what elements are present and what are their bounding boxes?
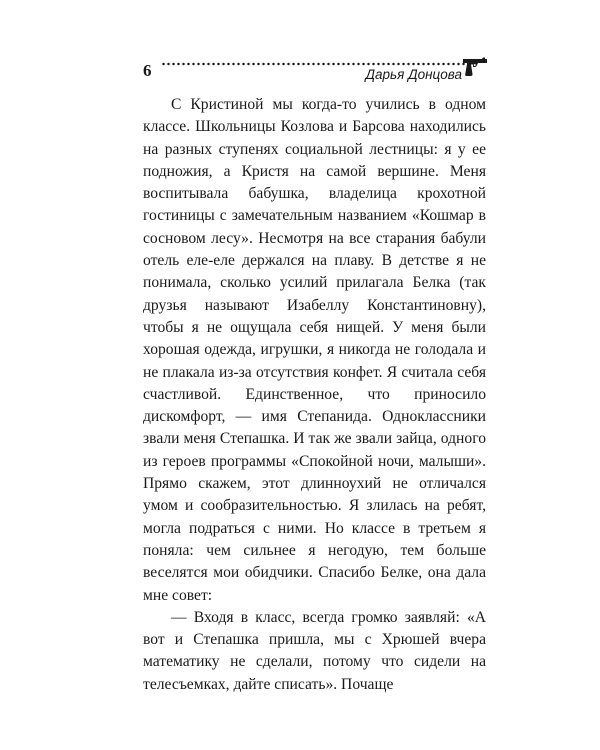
running-header [143, 58, 488, 82]
dotted-leader [161, 62, 466, 66]
running-head-author: Дарья Донцова [365, 67, 462, 82]
body-text [143, 94, 486, 696]
pistol-icon [462, 57, 488, 77]
paragraph: — Входя в класс, всегда громко заявляй: «А вот и Степашка пришла, мы с Хрюшей вчера математику не сделали, потому что сидели на телесъемках, дайте списать». Почаще [143, 608, 486, 693]
page-number: 6 [143, 61, 152, 80]
paragraph: С Кристиной мы когда-то учились в одном классе. Школьницы Козлова и Барсова находились на разных ступенях социальной лестницы: я у ее подножия, а Кристя на самой вершине. Меня воспитывала бабушка, владелица крохотной гостиницы с замечательным названием «Кошмар в сосновом лесу». Несмотря на все старания бабули отель еле-еле держался на плаву. В детстве я не понимала, сколько усилий прилагала Белка (так друзья называют Изабеллу Константиновну), чтобы я не ощущала себя нищей. У меня были хорошая одежда, игрушки, я никогда не голодала и не плакала из-за отсутствия конфет. Я считала себя счастливой. Единственное, что приносило дискомфорт, — имя Степанида. Одноклассники звали меня Степашка. И так же звали зайца, одного из героев программы «Спокойной ночи, малыши». Прямо скажем, этот длинноухий не отличался умом и сообразительностью. Я злилась на ребят, могла подраться с ними. Но классе в третьем я поняла: чем сильнее я негодую, тем больше веселятся мои обидчики. Спасибо Белке, она дала мне совет: [143, 96, 486, 604]
